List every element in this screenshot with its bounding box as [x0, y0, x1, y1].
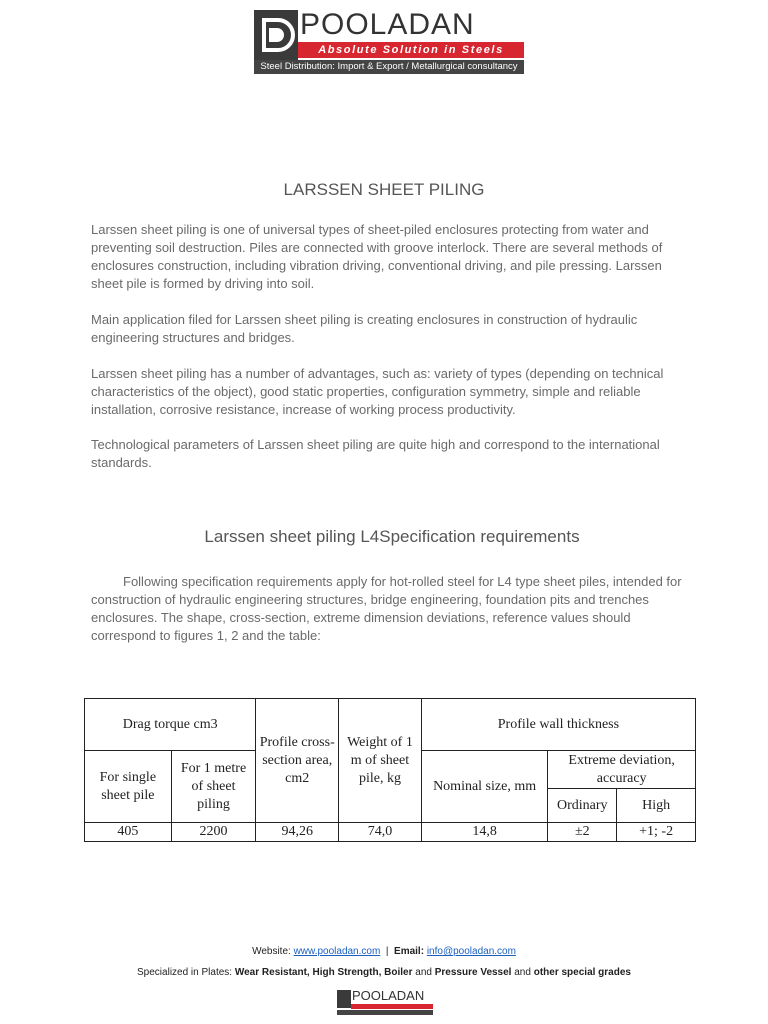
cell-nominal-size: 14,8 — [421, 823, 548, 842]
header-extreme-deviation: Extreme deviation, accuracy — [548, 751, 696, 789]
website-link[interactable]: www.pooladan.com — [293, 946, 381, 957]
specification-table — [84, 698, 696, 842]
logo-brand-name: POOLADAN — [300, 8, 475, 41]
header-nominal-size: Nominal size, mm — [421, 751, 548, 823]
footer-specialization — [0, 967, 768, 978]
header-weight: Weight of 1 m of sheet pile, kg — [339, 699, 422, 823]
email-link[interactable]: info@pooladan.com — [426, 946, 516, 957]
footer-logo-bar — [351, 1004, 433, 1009]
cell-profile-area: 94,26 — [256, 823, 339, 842]
cell-single-pile: 405 — [85, 823, 172, 842]
footer-separator: | — [385, 946, 389, 957]
header-profile-area: Profile cross-section area, cm2 — [256, 699, 339, 823]
paragraph-specification: Following specification requirements apply for hot-rolled steel for L4 type sheet piles, intended for construction of hydraulic engineering structures, bridge engineering, foundation pits and trenches enclosures. The shape, cross-section, extreme dimension deviations, reference values should correspond to figures 1, 2 and the table: — [91, 574, 682, 643]
spec-prefix: Specialized in Plates: — [137, 967, 233, 978]
header-per-metre: For 1 metre of sheet piling — [171, 751, 256, 823]
spec-and-1: and — [415, 967, 432, 978]
paragraph-advantages: Larssen sheet piling has a number of advantages, such as: variety of types (depending on technical characteristics of the object), good static properties, configuration symmetry, simple and reliable installation, corrosive resistance, increase of working process productivity. — [91, 366, 664, 417]
footer-contact — [0, 946, 768, 957]
section-title: Larssen sheet piling L4Specification requirements — [204, 527, 580, 546]
email-label: Email: — [394, 946, 425, 957]
cell-ordinary: ±2 — [548, 823, 617, 842]
header-high: High — [617, 789, 696, 823]
paragraph-intro: Larssen sheet piling is one of universal types of sheet-piled enclosures protecting from water and preventing soil destruction. Piles are connected with groove interlock. There are several methods of enclosures construction, including vibration driving, conventional driving, and pile pressing. Larssen sheet pile is formed by driving into soil. — [91, 222, 663, 291]
paragraph-application: Main application filed for Larssen sheet piling is creating enclosures in construction of hydraulic engineering structures and bridges. — [91, 312, 638, 345]
cell-weight: 74,0 — [339, 823, 422, 842]
logo-mark-icon — [254, 10, 298, 60]
cell-high: +1; -2 — [617, 823, 696, 842]
spec-items: Wear Resistant, High Strength, Boiler — [234, 967, 413, 978]
header-drag-torque: Drag torque cm3 — [85, 699, 256, 751]
company-logo — [254, 10, 526, 74]
spec-pressure: Pressure Vessel — [434, 967, 512, 978]
paragraph-parameters: Technological parameters of Larssen sheet piling are quite high and correspond to the international standards. — [91, 437, 660, 470]
header-ordinary: Ordinary — [548, 789, 617, 823]
website-label: Website: — [252, 946, 291, 957]
logo-subline: Steel Distribution: Import & Export / Metallurgical consultancy — [254, 60, 524, 74]
footer-logo — [337, 990, 433, 1016]
footer-logo-name: POOLADAN — [352, 988, 425, 1003]
cell-per-metre: 2200 — [171, 823, 256, 842]
page-title: LARSSEN SHEET PILING — [283, 180, 485, 199]
logo-tagline: Absolute Solution in Steels — [298, 42, 524, 58]
table-row — [85, 823, 696, 842]
footer-logo-mark-icon — [337, 990, 351, 1008]
spec-and-2: and — [514, 967, 531, 978]
spec-other: other special grades — [533, 967, 631, 978]
footer-logo-bar-dark — [337, 1010, 433, 1015]
header-single-pile: For single sheet pile — [85, 751, 172, 823]
header-wall-thickness: Profile wall thickness — [421, 699, 695, 751]
